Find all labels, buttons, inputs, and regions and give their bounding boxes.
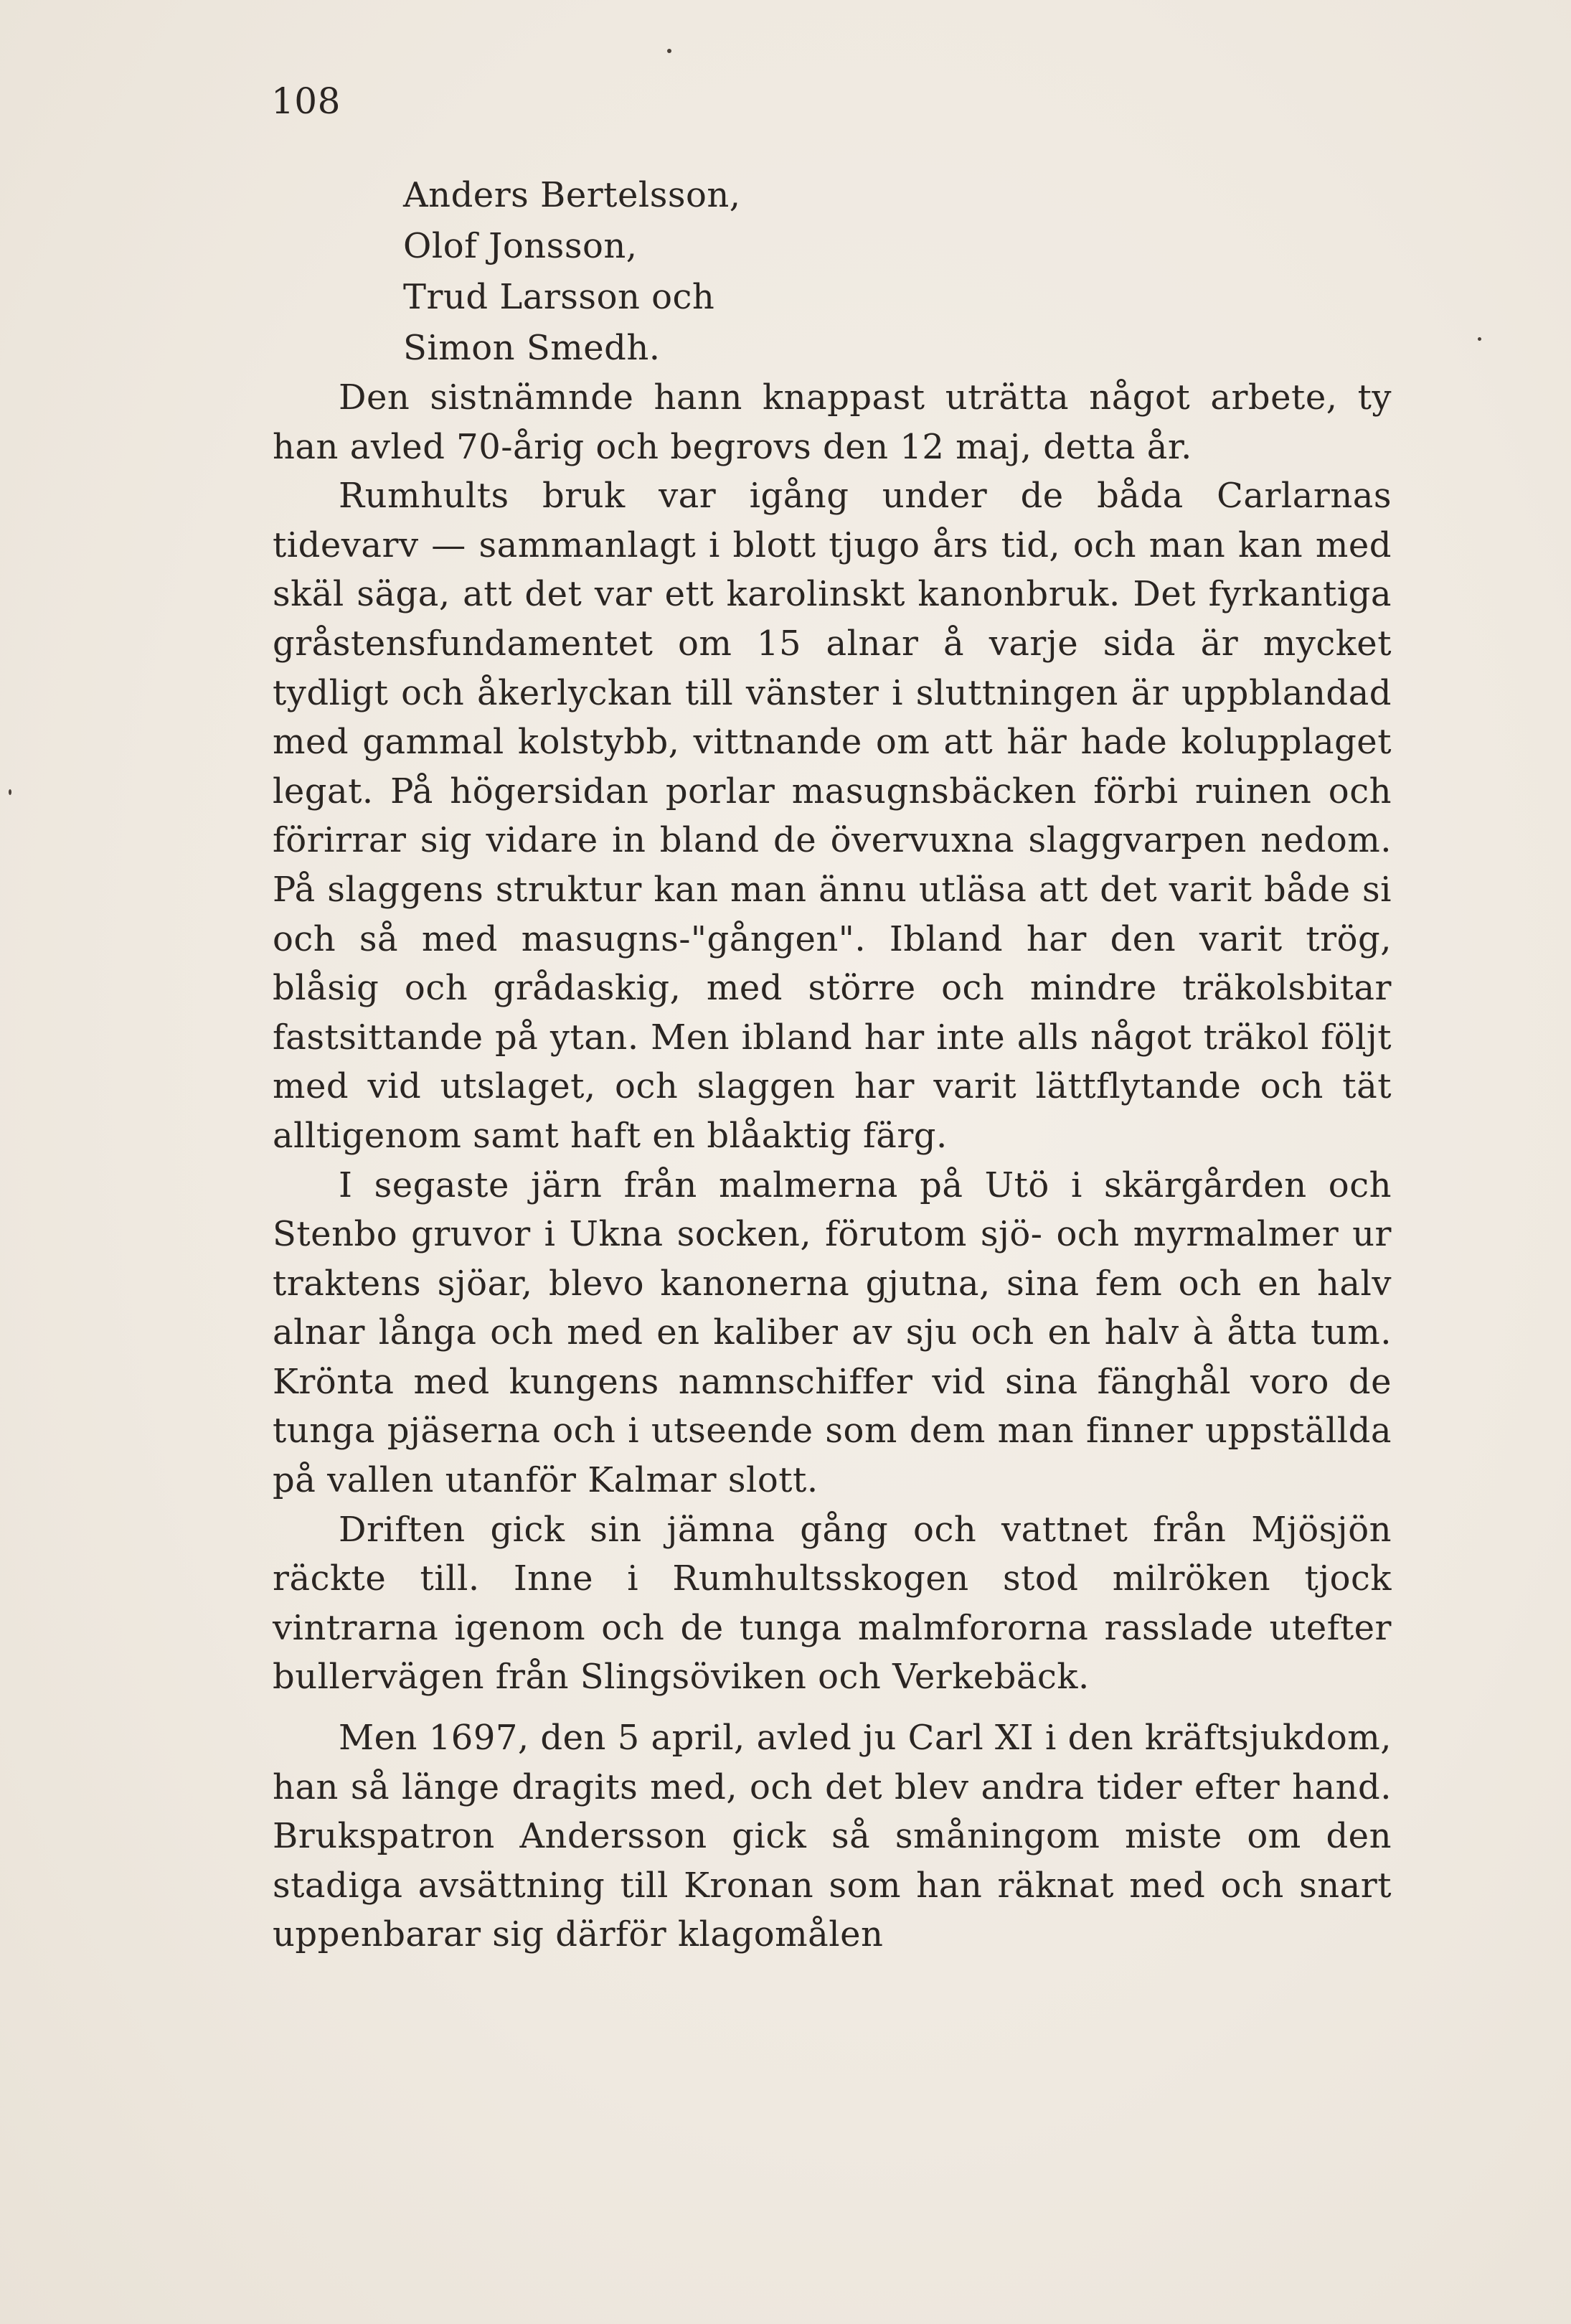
paper-speck [9, 789, 11, 795]
paper-speck [1478, 337, 1481, 341]
name-list-line: Simon Smedh. [403, 328, 661, 368]
name-list [403, 170, 741, 374]
page-number: 108 [271, 80, 341, 122]
paragraph: I segaste järn från malmerna på Utö i skärgården och Stenbo gruvor i Ukna socken, förutom sjö- och myrmalmer ur traktens sjöar, blevo kanonerna gjutna, sina fem och en halv alnar långa och med en kaliber av sju och en halv à åtta tum. Krönta med kungens namnschiffer vid sina fänghål voro de tunga pjäserna och i utseende som dem man finner uppställda på vallen utanför Kalmar slott. [273, 1165, 1392, 1501]
name-list-line: Anders Bertelsson, [403, 175, 741, 215]
paragraph: Den sistnämnde hann knappast uträtta något arbete, ty han avled 70-årig och begrovs den 12 maj, detta år. [273, 377, 1392, 467]
body-text [273, 373, 1392, 1960]
name-list-line: Trud Larsson och [403, 277, 715, 317]
paragraph: Men 1697, den 5 april, avled ju Carl XI i den kräftsjukdom, han så länge dragits med, och det blev andra tider efter hand. Brukspatron Andersson gick så småningom miste om den stadiga avsättning till Kronan som han räknat med och snart uppenbarar sig därför klagomålen [273, 1718, 1392, 1955]
paper-speck [667, 49, 671, 53]
paragraph: Rumhults bruk var igång under de båda Carlarnas tidevarv — sammanlagt i blott tjugo års tid, och man kan med skäl säga, att det var ett karolinskt kanonbruk. Det fyrkantiga gråstensfundamentet om 15 alnar å varje sida är mycket tydligt och åkerlyckan till vänster i sluttningen är uppblandad med gammal kolstybb, vittnande om att här hade kolupplaget legat. På högersidan porlar masugnsbäcken förbi ruinen och förirrar sig vidare in bland de övervuxna slaggvarpen nedom. På slaggens struktur kan man ännu utläsa att det varit både si och så med masugns-"gången". Ibland har den varit trög, blåsig och grådaskig, med större och mindre träkolsbitar fastsittande på ytan. Men ibland har inte alls något träkol följt med vid utslaget, och slaggen har varit lättflytande och tät alltigenom samt haft en blåaktig färg. [273, 476, 1392, 1156]
paragraph: Driften gick sin jämna gång och vattnet från Mjösjön räckte till. Inne i Rumhultsskogen stod milröken tjock vintrarna igenom och de tunga malmfororna rasslade utefter bullervägen från Slingsöviken och Verkebäck. [273, 1509, 1392, 1698]
name-list-line: Olof Jonsson, [403, 226, 638, 266]
